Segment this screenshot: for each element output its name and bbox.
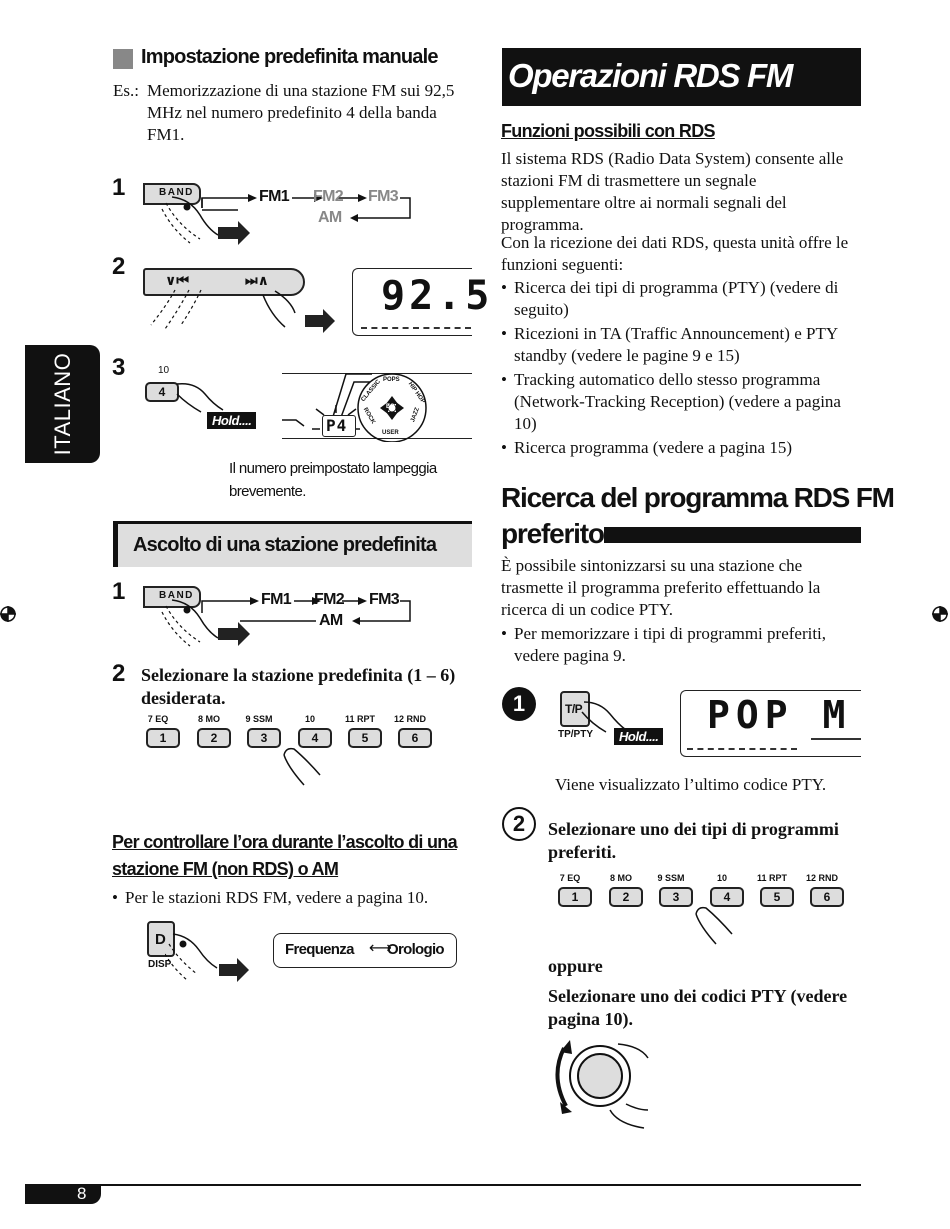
section-banner-title: Operazioni RDS FM <box>508 57 793 94</box>
step-number-2: 2 <box>112 253 126 280</box>
preset-button-2[interactable]: 2 <box>609 887 643 907</box>
preset-button-4[interactable]: 4 <box>145 382 179 402</box>
rds-function-item: • Ricezioni in TA (Traffic Announcement) e PTY standby (vedere le pagine 9 e 15) <box>501 323 861 367</box>
preset-button-4[interactable]: 4 <box>298 728 332 748</box>
flow-fm2: FM2 <box>314 591 344 608</box>
hold-indicator: Hold.... <box>207 412 256 429</box>
pty-intro-paragraph: È possibile sintonizzarsi su una stazione che trasmette il programma preferito effettuando la ricerca di un codice PTY. <box>501 556 821 619</box>
language-side-tab-label: ITALIANO <box>50 352 75 456</box>
preset-button-5[interactable]: 5 <box>760 887 794 907</box>
rds-intro-paragraph: Il sistema RDS (Radio Data System) consente alle stazioni FM di trasmettere un segnale supplementare oltre ai normali segnali del programma. <box>501 149 844 234</box>
section-heading-pty-search-line2: preferito <box>501 518 604 549</box>
heading-square-marker <box>113 49 133 69</box>
eq-label-jazz: JAZZ <box>410 406 421 424</box>
tp-button-label: T/P <box>565 702 583 716</box>
eq-label-eq: EQ <box>386 404 395 410</box>
flow-am: AM <box>318 209 342 226</box>
step-number-2: 2 <box>112 660 126 687</box>
preset-button-3[interactable]: 3 <box>247 728 281 748</box>
footer-rule <box>25 1184 861 1186</box>
lcd-segment-bar <box>361 327 471 329</box>
preset-button-3[interactable]: 3 <box>659 887 693 907</box>
section-heading-preset-listen: Ascolto di una stazione predefinita <box>133 534 437 556</box>
flow-fm1: FM1 <box>259 188 289 205</box>
display-toggle-box <box>273 933 457 968</box>
section-heading-box <box>113 521 472 567</box>
finger-press-icon <box>165 930 250 982</box>
step1-caption: Viene visualizzato l’ultimo codice PTY. <box>555 775 827 794</box>
section-heading-manual-preset: Impostazione predefinita manuale <box>141 46 438 68</box>
disp-button-letter: D <box>155 931 166 948</box>
finger-press-icon <box>145 285 335 335</box>
preset-blink-caption: Il numero preimpostato lampeggia brevemente. <box>229 460 437 500</box>
toggle-frequency-label: Frequenza <box>285 941 354 958</box>
preset-button-6[interactable]: 6 <box>810 887 844 907</box>
band-button-label: BAND <box>159 590 194 601</box>
language-side-tab <box>25 345 100 463</box>
rds-function-item: • Ricerca dei tipi di programma (PTY) (vedere di seguito) <box>501 277 861 321</box>
pty-bullet: • Per memorizzare i tipi di programmi preferiti, vedere pagina 9. <box>501 623 863 667</box>
preset-button-4[interactable]: 4 <box>710 887 744 907</box>
tp-pty-label: TP/PTY <box>558 729 594 740</box>
heading-rule <box>604 527 861 543</box>
section-heading-pty-search: Ricerca del programma RDS FM <box>501 482 894 513</box>
flow-fm3: FM3 <box>369 591 399 608</box>
preset-button-caption: 12 RND <box>805 873 838 883</box>
preset-button-1[interactable]: 1 <box>558 887 592 907</box>
rds-function-item: • Ricerca programma (vedere a pagina 15) <box>501 437 861 459</box>
registration-mark-left <box>0 603 20 625</box>
section-banner <box>502 48 861 106</box>
section-heading-clock-check: Per controllare l’ora durante l’ascolto di una stazione FM (non RDS) o AM <box>112 832 457 879</box>
registration-mark-right <box>930 603 950 625</box>
eq-label-hiphop: HIP HOP <box>406 381 426 405</box>
eq-label-pops: POPS <box>383 377 400 383</box>
lcd-preset-box <box>322 415 356 437</box>
preset-button-1[interactable]: 1 <box>146 728 180 748</box>
lcd-frequency-value: 92.5 <box>381 273 494 319</box>
preset-button-caption: 10 <box>716 873 727 883</box>
step-circle-1: 1 <box>502 687 536 721</box>
preset-button-caption: 10 <box>304 714 315 724</box>
flow-fm1: FM1 <box>261 591 291 608</box>
preset-button-caption: 9 SSM <box>657 873 685 883</box>
preset-button-top-label: 10 <box>158 365 170 376</box>
oppure-label: oppure <box>548 956 603 976</box>
pty-bullet-list <box>501 623 863 667</box>
rds-functions-paragraph: Con la ricezione dei dati RDS, questa unità offre le funzioni seguenti: <box>501 233 849 274</box>
page-number: 8 <box>77 1184 87 1203</box>
preset-button-caption: 8 MO <box>197 714 220 724</box>
hold-indicator: Hold.... <box>614 728 663 745</box>
toggle-clock-label: Orologio <box>387 941 444 958</box>
lcd-preset-value: P4 <box>326 416 348 435</box>
step-number-3: 3 <box>112 354 126 381</box>
preset-button-caption: 8 MO <box>609 873 632 883</box>
finger-press-icon <box>280 745 330 790</box>
flow-fm3: FM3 <box>368 188 398 205</box>
lcd-display-frequency <box>352 268 494 336</box>
lcd-segment-bar <box>687 748 797 750</box>
preset-button-2[interactable]: 2 <box>197 728 231 748</box>
step2-instruction: Selezionare uno dei tipi di programmi preferiti. <box>548 819 839 862</box>
step-number-1: 1 <box>112 578 126 605</box>
seek-back-icon: ∨⏮ <box>165 273 189 289</box>
section-heading-rds-functions: Funzioni possibili con RDS <box>501 121 715 141</box>
alt-instruction: Selezionare uno dei codici PTY (vedere pagina 10). <box>548 986 848 1029</box>
eq-label-rock: ROCK <box>361 406 376 426</box>
step2-instruction: Selezionare la stazione predefinita (1 – 6) desiderata. <box>141 665 456 708</box>
preset-button-caption: 7 EQ <box>559 873 581 883</box>
example-prefix: Es.: <box>113 81 139 100</box>
disp-button-label: DISP <box>148 959 172 970</box>
clock-bullet: • Per le stazioni RDS FM, vedere a pagina 10. <box>112 887 467 909</box>
double-arrow-icon: ⟷ <box>369 938 392 957</box>
flow-fm2: FM2 <box>313 188 343 205</box>
control-dial-icon[interactable] <box>548 1038 658 1133</box>
flow-am: AM <box>319 612 343 629</box>
preset-button-6[interactable]: 6 <box>398 728 432 748</box>
rds-function-item: • Tracking automatico dello stesso programma (Network-Tracking Reception) (vedere a pagina 10) <box>501 369 861 435</box>
preset-button-5[interactable]: 5 <box>348 728 382 748</box>
finger-press-icon <box>692 904 742 949</box>
eq-label-classic: CLASSIC <box>360 378 382 404</box>
seek-forward-icon: ⏭∧ <box>245 273 269 289</box>
rds-functions-list <box>501 277 861 459</box>
lcd-pty-value: POP M <box>707 693 852 737</box>
eq-label-user: USER <box>382 430 399 436</box>
example-text: Memorizzazione di una stazione FM sui 92,5 MHz nel numero predefinito 4 della banda FM1. <box>147 81 455 144</box>
preset-button-caption: 11 RPT <box>756 873 787 883</box>
lcd-display-pty <box>680 690 861 757</box>
preset-button-caption: 7 EQ <box>147 714 169 724</box>
step-number-1: 1 <box>112 174 126 201</box>
preset-button-caption: 9 SSM <box>245 714 273 724</box>
preset-button-caption: 11 RPT <box>344 714 375 724</box>
band-button-label: BAND <box>159 187 194 198</box>
lcd-cursor-bar <box>811 738 861 740</box>
preset-button-caption: 12 RND <box>393 714 426 724</box>
step-circle-2: 2 <box>502 807 536 841</box>
page-number-tab <box>25 1184 101 1204</box>
finger-press-icon <box>175 380 225 415</box>
clock-bullet-list <box>112 887 467 909</box>
